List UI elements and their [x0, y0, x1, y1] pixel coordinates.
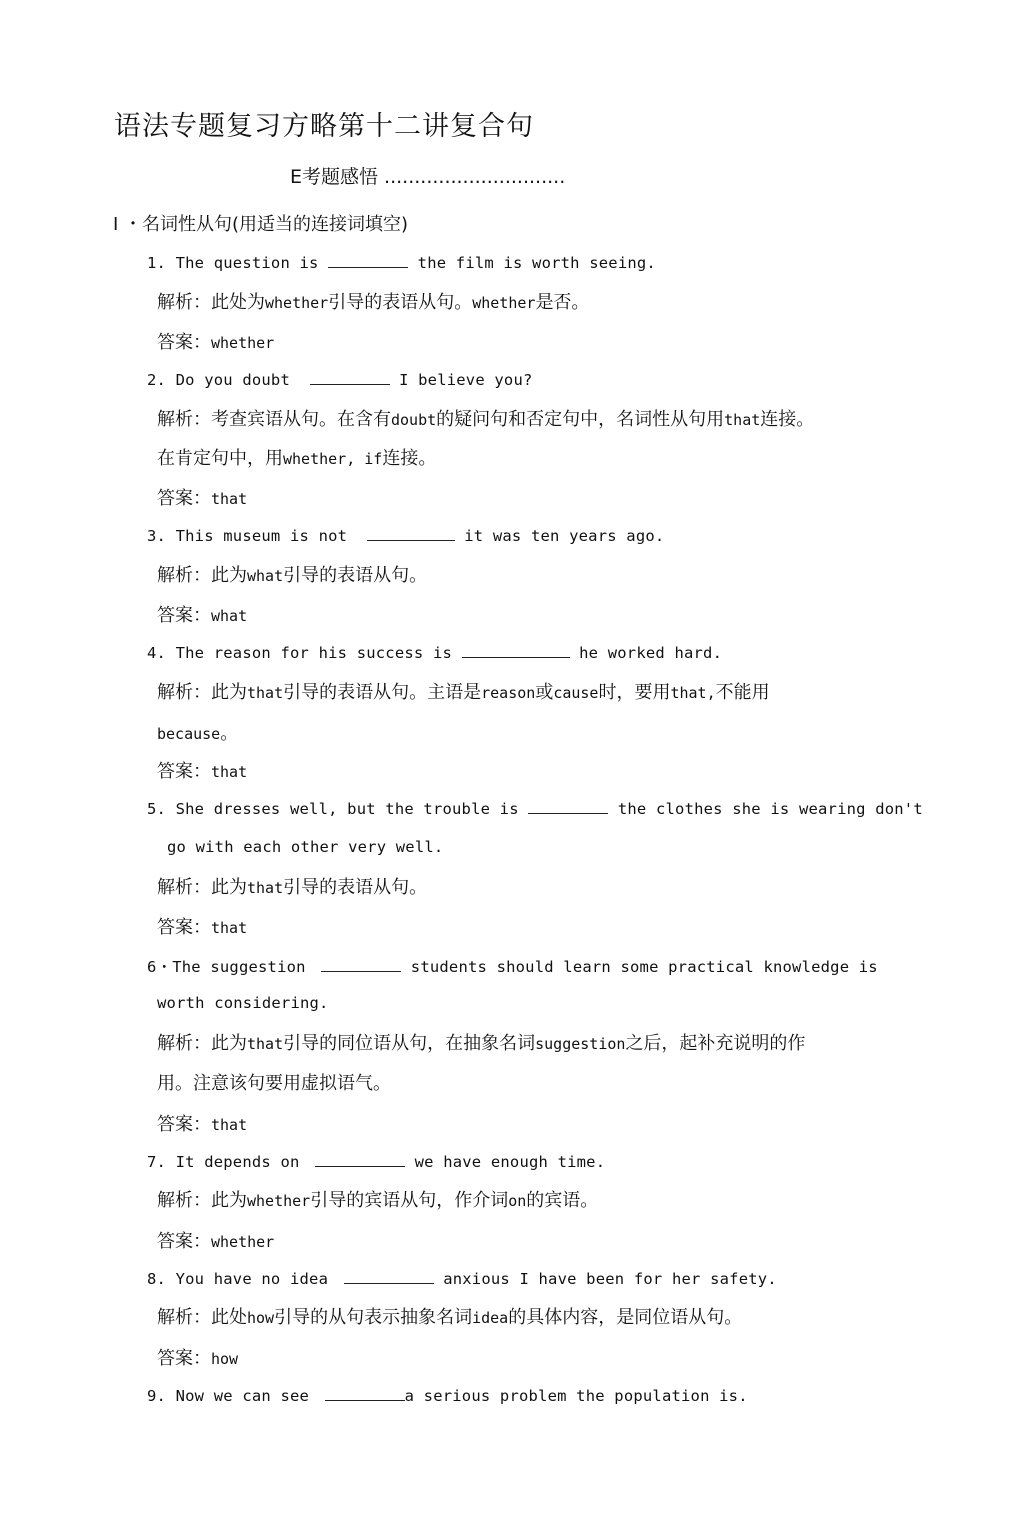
question-text: students should learn some practical knowledge is	[410, 958, 878, 976]
question-text: 7. It depends on	[147, 1153, 300, 1171]
question-4	[147, 643, 722, 662]
explanation-text: 引导的宾语从句，作介词	[310, 1190, 509, 1211]
explanation-label: 解析：	[157, 682, 211, 703]
explanation-6-cont	[157, 1069, 391, 1095]
question-text: 3. This museum is not	[147, 527, 348, 545]
question-5	[147, 799, 923, 818]
explanation-text: doubt	[391, 411, 437, 429]
explanation-label: 解析：	[157, 292, 211, 313]
explanation-6	[157, 1029, 805, 1055]
question-1	[147, 253, 656, 272]
question-text: it was ten years ago.	[464, 527, 665, 545]
explanation-text: 引导的表语从句。	[283, 877, 428, 898]
explanation-text: how	[247, 1309, 275, 1327]
explanation-text: that	[247, 684, 284, 702]
question-text: 5. She dresses well, but the trouble is	[147, 800, 519, 818]
explanation-text: 的宾语。	[526, 1190, 599, 1211]
question-text: anxious I have been for her safety.	[443, 1270, 777, 1288]
explanation-1	[157, 288, 589, 314]
explanation-text: 不能用	[715, 682, 770, 703]
explanation-label: 解析：	[157, 1190, 211, 1211]
explanation-text: 此处	[211, 1307, 247, 1328]
question-text: 1. The question is	[147, 254, 319, 272]
explanation-label: 解析：	[157, 877, 211, 898]
explanation-text: 。	[220, 723, 239, 744]
answer-value: whether	[211, 334, 275, 352]
explanation-7	[157, 1186, 598, 1212]
explanation-text: 引导的从句表示抽象名词	[274, 1307, 473, 1328]
answer-value: whether	[211, 1233, 275, 1251]
answer-blank	[325, 1386, 405, 1401]
explanation-text: 是否。	[535, 292, 590, 313]
question-text: 6・The suggestion	[147, 958, 306, 976]
question-5-cont	[167, 838, 443, 856]
explanation-text: 引导的表语从句。	[283, 565, 428, 586]
answer-value: what	[211, 607, 248, 625]
explanation-3	[157, 561, 427, 587]
answer-blank	[315, 1152, 405, 1167]
explanation-text: 的疑问句和否定句中，名词性从句用	[436, 409, 725, 430]
explanation-text: whether, if	[283, 450, 383, 468]
question-7	[147, 1152, 605, 1171]
answer-label: 答案：	[157, 761, 211, 782]
explanation-text: 此为	[211, 877, 247, 898]
explanation-text: 连接。	[760, 409, 815, 430]
question-2	[147, 370, 533, 389]
answer-2	[157, 484, 247, 510]
explanation-text: cause	[553, 684, 599, 702]
explanation-text: because	[157, 725, 221, 743]
explanation-text: that	[247, 879, 284, 897]
explanation-text: idea	[472, 1309, 509, 1327]
question-text: a serious problem the population is.	[404, 1387, 748, 1405]
question-text: I believe you?	[399, 371, 533, 389]
question-6	[147, 955, 878, 977]
explanation-text: that	[724, 411, 761, 429]
explanation-text: what	[247, 567, 284, 585]
answer-value: how	[211, 1350, 239, 1368]
answer-label: 答案：	[157, 1114, 211, 1135]
explanation-text: reason	[481, 684, 536, 702]
answer-8	[157, 1344, 238, 1370]
explanation-4-cont	[157, 719, 238, 745]
question-text: worth considering.	[157, 994, 329, 1012]
explanation-5	[157, 873, 427, 899]
answer-3	[157, 601, 247, 627]
explanation-text: 引导的表语从句。主语是	[283, 682, 482, 703]
answer-blank	[367, 526, 455, 541]
page-title: 语法专题复习方略第十二讲复合句	[114, 111, 534, 142]
explanation-label: 解析：	[157, 565, 211, 586]
answer-blank	[462, 643, 570, 658]
explanation-text: 之后，起补充说明的作	[625, 1033, 806, 1054]
explanation-text: 的具体内容，是同位语从句。	[508, 1307, 743, 1328]
explanation-text: 连接。	[382, 448, 437, 469]
explanation-text: 时，要用	[598, 682, 671, 703]
explanation-text: 此为	[211, 1190, 247, 1211]
answer-blank	[328, 253, 408, 268]
answer-blank	[344, 1269, 434, 1284]
answer-label: 答案：	[157, 605, 211, 626]
answer-4	[157, 757, 247, 783]
question-text: 9. Now we can see	[147, 1387, 310, 1405]
question-text: the clothes she is wearing don't	[617, 800, 923, 818]
answer-7	[157, 1227, 274, 1253]
answer-blank	[528, 799, 608, 814]
question-8	[147, 1269, 777, 1288]
explanation-label: 解析：	[157, 1307, 211, 1328]
explanation-text: 引导的同位语从句，在抽象名词	[283, 1033, 536, 1054]
explanation-text: whether	[472, 294, 536, 312]
explanation-text: 用。注意该句要用虚拟语气。	[157, 1073, 391, 1094]
answer-1	[157, 328, 274, 354]
answer-blank	[321, 957, 401, 972]
question-6-cont	[157, 994, 329, 1012]
explanation-text: that,	[670, 684, 716, 702]
explanation-text: 引导的表语从句。	[328, 292, 473, 313]
explanation-text: that	[247, 1035, 284, 1053]
explanation-4	[157, 678, 770, 704]
explanation-text: 或	[535, 682, 554, 703]
explanation-label: 解析：	[157, 409, 211, 430]
question-3	[147, 526, 664, 545]
explanation-text: whether	[247, 1192, 311, 1210]
answer-label: 答案：	[157, 488, 211, 509]
question-text: the film is worth seeing.	[417, 254, 656, 272]
answer-label: 答案：	[157, 1348, 211, 1369]
explanation-2-cont	[157, 444, 436, 470]
explanation-text: suggestion	[535, 1035, 626, 1053]
section-subtitle: E考题感悟 ..............................	[290, 166, 566, 188]
question-text: we have enough time.	[414, 1153, 606, 1171]
explanation-text: whether	[265, 294, 329, 312]
explanation-text: 此为	[211, 565, 247, 586]
answer-blank	[310, 370, 390, 385]
section-heading: I ・名词性从句(用适当的连接词填空)	[113, 214, 409, 235]
explanation-text: 在肯定句中，用	[157, 448, 283, 469]
explanation-text: 此处为	[211, 292, 265, 313]
answer-label: 答案：	[157, 1231, 211, 1252]
question-text: he worked hard.	[579, 644, 723, 662]
question-text: 4. The reason for his success is	[147, 644, 453, 662]
question-text: 8. You have no idea	[147, 1270, 329, 1288]
answer-label: 答案：	[157, 917, 211, 938]
answer-value: that	[211, 919, 248, 937]
answer-value: that	[211, 763, 248, 781]
explanation-text: 此为	[211, 682, 247, 703]
answer-label: 答案：	[157, 332, 211, 353]
answer-value: that	[211, 1116, 248, 1134]
question-text: go with each other very well.	[167, 838, 444, 856]
explanation-text: 考查宾语从句。在含有	[211, 409, 391, 430]
answer-6	[157, 1110, 247, 1136]
explanation-2	[157, 405, 814, 431]
question-9	[147, 1386, 748, 1405]
question-text: 2. Do you doubt	[147, 371, 290, 389]
answer-5	[157, 913, 247, 939]
explanation-label: 解析：	[157, 1033, 211, 1054]
explanation-text: 此为	[211, 1033, 247, 1054]
explanation-8	[157, 1303, 742, 1329]
explanation-text: on	[508, 1192, 527, 1210]
answer-value: that	[211, 490, 248, 508]
